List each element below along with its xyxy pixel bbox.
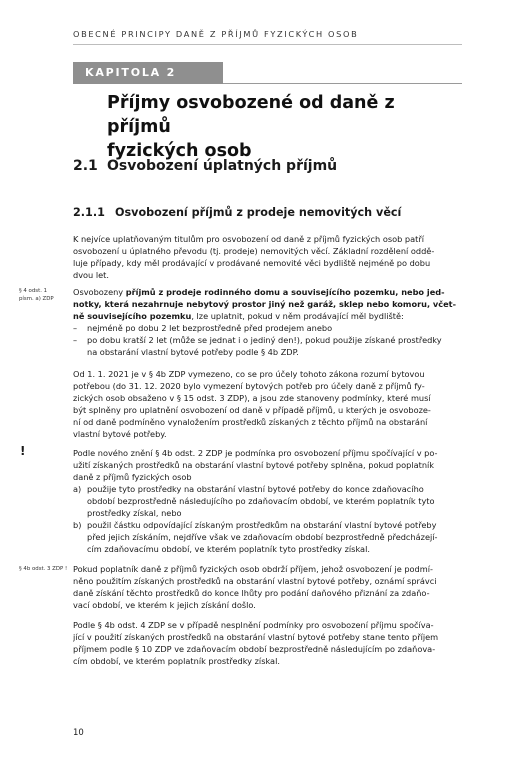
text-line: dvou let. bbox=[73, 270, 109, 280]
section-number: 2.1 bbox=[73, 158, 98, 174]
warning-icon: ! bbox=[20, 444, 26, 458]
text-line: cím období, ve kterém poplatník prostředky získal. bbox=[73, 656, 280, 666]
text-line: potřebou (do 31. 12. 2020 bylo vymezení bytových potřeb pro účely daně z příjmů fy- bbox=[73, 381, 425, 391]
text-line: zických osob obsaženo v § 15 odst. 3 ZDP), a jsou zde stanoveny podmínky, které musí bbox=[73, 393, 431, 403]
paragraph-housing-needs bbox=[73, 368, 462, 440]
bold-text-run: příjmů z prodeje rodinného domu a souvisejícího pozemku, nebo jed- bbox=[125, 287, 445, 297]
text-run: Osvobozeny bbox=[73, 287, 126, 297]
text-line: Podle § 4b odst. 4 ZDP se v případě nesplnění podmínky pro osvobození příjmu spočíva- bbox=[73, 620, 434, 630]
text-line: daně z příjmů fyzických osob bbox=[73, 472, 192, 482]
text-line bbox=[73, 310, 462, 322]
text-line: období bezprostředně následujícího po zdaňovacím období, ve kterém poplatník tyto bbox=[87, 496, 435, 506]
list-marker: a) bbox=[73, 484, 82, 494]
paragraph-intro bbox=[73, 233, 462, 281]
list-item bbox=[73, 483, 462, 519]
text-line: vací období, ve kterém k jejich získání došlo. bbox=[73, 600, 256, 610]
header-divider bbox=[73, 44, 462, 45]
list-item bbox=[73, 322, 462, 334]
paragraph-notification bbox=[73, 563, 462, 611]
paragraph-non-fulfillment bbox=[73, 619, 462, 667]
paragraph-usage-condition bbox=[73, 447, 462, 555]
chapter-label: KAPITOLA 2 bbox=[73, 62, 223, 84]
bold-text-run: ně souvisejícího pozemku bbox=[73, 311, 192, 321]
section-title: Osvobození úplatných příjmů bbox=[107, 158, 338, 174]
text-line: před jejich získáním, nejdříve však ve zdaňovacím období bezprostředně předcházejí- bbox=[87, 532, 438, 542]
text-line: něno použitím získaných prostředků na obstarání vlastní bytové potřeby, oznámí správci bbox=[73, 576, 437, 586]
text-line bbox=[73, 298, 462, 310]
text-line: luje případy, kdy měl prodávající v prodávané nemovité věci bydliště nejméně po dobu bbox=[73, 258, 431, 268]
running-head: OBECNÉ PRINCIPY DANĚ Z PŘÍJMŮ FYZICKÝCH OSOB bbox=[73, 29, 359, 39]
bold-text-run: notky, která nezahrnuje nebytový prostor jiný než garáž, sklep nebo komoru, včet- bbox=[73, 299, 456, 309]
text-line: K nejvíce uplatňovaným titulům pro osvobození od daně z příjmů fyzických osob patří bbox=[73, 234, 424, 244]
text-line: Pokud poplatník daně z příjmů fyzických osob obdrží příjem, jehož osvobození je podmí- bbox=[73, 564, 433, 574]
list-item-text bbox=[87, 334, 462, 358]
subsection-heading bbox=[73, 206, 401, 219]
list-item-text bbox=[87, 322, 462, 334]
text-line: být splněny pro uplatnění osvobození od daně v případě příjmů, u kterých je osvoboze- bbox=[73, 405, 431, 415]
chapter-title-line: Příjmy osvobozené od daně z příjmů bbox=[107, 93, 395, 137]
chapter-divider bbox=[223, 83, 462, 84]
list-item-text bbox=[87, 519, 462, 555]
text-line: užití získaných prostředků na obstarání vlastní bytové potřeby splněna, pokud poplatník bbox=[73, 460, 435, 470]
text-line: použil částku odpovídající získaným prostředkům na obstarání vlastní bytové potřeby bbox=[87, 520, 437, 530]
dash-marker: – bbox=[73, 335, 78, 345]
text-line: nejméně po dobu 2 let bezprostředně před prodejem anebo bbox=[87, 323, 333, 333]
margin-note-reference: § 4b odst. 3 ZDP ! bbox=[19, 566, 68, 572]
list-item bbox=[73, 519, 462, 555]
text-line: Podle nového znění § 4b odst. 2 ZDP je podmínka pro osvobození příjmu spočívající v po- bbox=[73, 448, 438, 458]
text-line: osvobození u úplatného převodu (tj. prodeje) nemovitých věcí. Základní rozdělení oddě- bbox=[73, 246, 435, 256]
section-heading bbox=[73, 158, 337, 174]
subsection-title: Osvobození příjmů z prodeje nemovitých věcí bbox=[115, 206, 402, 219]
paragraph-exemption-conditions bbox=[73, 286, 462, 358]
margin-note-line: § 4 odst. 1 bbox=[19, 288, 48, 294]
page-number: 10 bbox=[73, 728, 84, 738]
text-line: příjmem podle § 10 ZDP ve zdaňovacím období bezprostředně následujícím po zdaňova- bbox=[73, 644, 436, 654]
text-run: , lze uplatnit, pokud v něm prodávající měl bydliště: bbox=[191, 311, 404, 321]
text-line: na obstarání vlastní bytové potřeby podle § 4b ZDP. bbox=[87, 347, 299, 357]
margin-note-reference bbox=[19, 288, 54, 303]
text-line: Od 1. 1. 2021 je v § 4b ZDP vymezeno, co se pro účely tohoto zákona rozumí bytovou bbox=[73, 369, 425, 379]
text-line: prostředky získal, nebo bbox=[87, 508, 182, 518]
text-line: jící v použití získaných prostředků na obstarání vlastní bytové potřeby stane tento příjem bbox=[73, 632, 439, 642]
text-line: vlastní bytové potřeby. bbox=[73, 429, 167, 439]
list-marker: b) bbox=[73, 520, 82, 530]
text-line: daně získání těchto prostředků do konce lhůty pro podání daňového přiznání za zdaňo- bbox=[73, 588, 430, 598]
text-line: ní od daně podmíněno vynaložením prostředků získaných z těchto příjmů na obstarání bbox=[73, 417, 428, 427]
text-line: cím zdaňovacímu období, ve kterém poplatník tyto prostředky získal. bbox=[87, 544, 370, 554]
text-line: po dobu kratší 2 let (může se jednat i o jediný den!), pokud použije získané prostředky bbox=[87, 335, 442, 345]
list-item-text bbox=[87, 483, 462, 519]
list-item bbox=[73, 334, 462, 358]
chapter-title bbox=[107, 91, 457, 163]
dash-marker: – bbox=[73, 323, 78, 333]
subsection-number: 2.1.1 bbox=[73, 206, 105, 219]
chapter-title-line: fyzických osob bbox=[107, 141, 252, 161]
margin-note-line: písm. a) ZDP bbox=[19, 295, 54, 302]
text-line bbox=[73, 286, 462, 298]
text-line: použije tyto prostředky na obstarání vlastní bytové potřeby do konce zdaňovacího bbox=[87, 484, 424, 494]
